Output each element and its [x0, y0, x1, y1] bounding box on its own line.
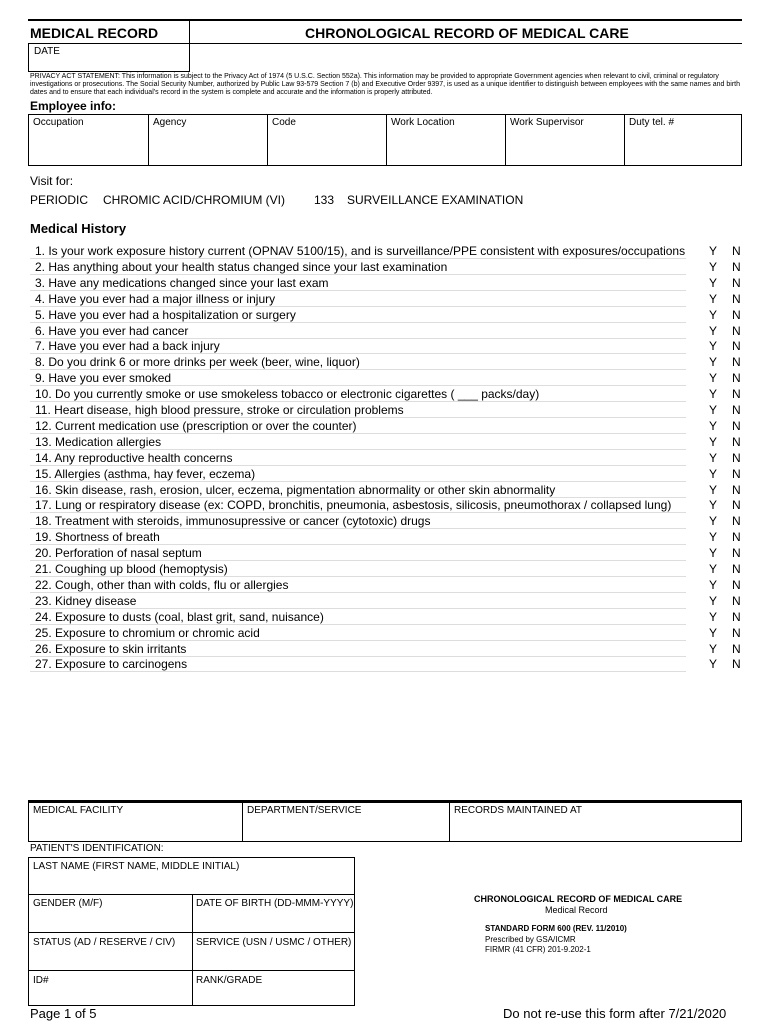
id-label: ID#	[33, 975, 49, 986]
yes-option[interactable]: Y	[709, 498, 718, 513]
question-underline	[30, 290, 686, 291]
question-underline	[30, 306, 686, 307]
yes-option[interactable]: Y	[709, 577, 718, 592]
question-underline	[30, 481, 686, 482]
question-text: 18. Treatment with steroids, immunosupressive or cancer (cytotoxic) drugs	[35, 514, 431, 529]
yes-option[interactable]: Y	[709, 291, 718, 306]
no-option[interactable]: N	[732, 482, 741, 497]
yes-option[interactable]: Y	[709, 323, 718, 338]
question-underline	[30, 624, 686, 625]
visit-label: Visit for:	[30, 174, 74, 188]
question-text: 3. Have any medications changed since your last exam	[35, 275, 329, 290]
question-underline	[30, 322, 686, 323]
no-option[interactable]: N	[732, 387, 741, 402]
visit-code: 133	[314, 193, 335, 207]
question-underline	[30, 353, 686, 354]
no-option[interactable]: N	[732, 498, 741, 513]
question-underline	[30, 656, 686, 657]
question-text: 10. Do you currently smoke or use smokeless tobacco or electronic cigarettes ( ___ packs/day)	[35, 387, 540, 402]
visit-type: PERIODIC	[30, 193, 89, 207]
form-info-title: CHRONOLOGICAL RECORD OF MEDICAL CARE	[474, 894, 683, 904]
no-option[interactable]: N	[732, 434, 741, 449]
code-label: Code	[272, 117, 296, 128]
agency-label: Agency	[153, 117, 187, 128]
question-text: 27. Exposure to carcinogens	[35, 657, 188, 672]
yes-option[interactable]: Y	[709, 609, 718, 624]
date-box[interactable]	[28, 43, 190, 72]
gender-label: GENDER (M/F)	[33, 898, 103, 909]
work-supervisor-cell[interactable]	[506, 115, 625, 165]
question-underline	[30, 512, 686, 513]
agency-cell[interactable]	[149, 115, 268, 165]
question-text: 22. Cough, other than with colds, flu or allergies	[35, 577, 289, 592]
yes-option[interactable]: Y	[709, 625, 718, 640]
no-option[interactable]: N	[732, 609, 741, 624]
rank-cell[interactable]	[193, 971, 354, 1005]
question-underline	[30, 258, 686, 259]
question-text: 20. Perforation of nasal septum	[35, 546, 202, 561]
question-text: 7. Have you ever had a back injury	[35, 339, 220, 354]
yes-option[interactable]: Y	[709, 307, 718, 322]
no-option[interactable]: N	[732, 657, 741, 672]
question-text: 26. Exposure to skin irritants	[35, 641, 187, 656]
no-option[interactable]: N	[732, 323, 741, 338]
duty-tel-cell[interactable]	[625, 115, 741, 165]
no-option[interactable]: N	[732, 450, 741, 465]
yes-option[interactable]: Y	[709, 244, 718, 258]
question-text: 13. Medication allergies	[35, 434, 162, 449]
question-underline	[30, 401, 686, 402]
no-option[interactable]: N	[732, 355, 741, 370]
no-option[interactable]: N	[732, 514, 741, 529]
records-cell[interactable]	[450, 803, 741, 841]
question-text: 2. Has anything about your health status changed since your last examination	[35, 259, 448, 274]
question-text: 9. Have you ever smoked	[35, 371, 172, 386]
question-underline	[30, 369, 686, 370]
no-option[interactable]: N	[732, 641, 741, 656]
no-option[interactable]: N	[732, 562, 741, 576]
question-text: 25. Exposure to chromium or chromic acid	[35, 625, 260, 640]
work-location-label: Work Location	[391, 117, 455, 128]
medical-facility-cell[interactable]	[29, 803, 243, 841]
yes-option[interactable]: Y	[709, 466, 718, 481]
question-underline	[30, 560, 686, 561]
question-underline	[30, 417, 686, 418]
question-underline	[30, 274, 686, 275]
yes-option[interactable]: Y	[709, 562, 718, 576]
no-option[interactable]: N	[732, 546, 741, 561]
question-underline	[30, 544, 686, 545]
question-underline	[30, 608, 686, 609]
question-text: 8. Do you drink 6 or more drinks per week (beer, wine, liquor)	[35, 355, 360, 370]
question-text: 19. Shortness of breath	[35, 530, 160, 545]
no-option[interactable]: N	[732, 371, 741, 386]
question-text: 23. Kidney disease	[35, 593, 137, 608]
department-label: DEPARTMENT/SERVICE	[247, 805, 362, 816]
gender-cell[interactable]	[29, 894, 193, 933]
no-option[interactable]: N	[732, 339, 741, 354]
question-underline	[30, 338, 686, 339]
no-option[interactable]: N	[732, 259, 741, 274]
no-option[interactable]: N	[732, 593, 741, 608]
page-number: Page 1 of 5	[30, 1006, 97, 1021]
yes-option[interactable]: Y	[709, 403, 718, 417]
question-text: 15. Allergies (asthma, hay fever, eczema)	[35, 466, 256, 481]
header-underline	[189, 43, 742, 44]
duty-tel-label: Duty tel. #	[629, 117, 675, 128]
medical-facility-label: MEDICAL FACILITY	[33, 805, 124, 816]
question-text: 6. Have you ever had cancer	[35, 323, 189, 338]
no-option[interactable]: N	[732, 291, 741, 306]
yes-option[interactable]: Y	[709, 371, 718, 386]
question-underline	[30, 576, 686, 577]
rank-label: RANK/GRADE	[196, 975, 263, 986]
form-info-prescribed: Prescribed by GSA/ICMR	[485, 935, 576, 944]
yes-option[interactable]: Y	[709, 641, 718, 656]
service-label: SERVICE (USN / USMC / OTHER)	[196, 937, 352, 948]
question-underline	[30, 671, 686, 672]
yes-option[interactable]: Y	[709, 530, 718, 545]
question-text: 24. Exposure to dusts (coal, blast grit, sand, nuisance)	[35, 609, 324, 624]
yes-option[interactable]: Y	[709, 275, 718, 290]
question-text: 1. Is your work exposure history current (OPNAV 5100/15), and is surveillance/PPE consistent with exposures/occupations	[35, 244, 686, 258]
dob-label: DATE OF BIRTH (DD-MMM-YYYY)	[196, 898, 354, 909]
status-label: STATUS (AD / RESERVE / CIV)	[33, 937, 176, 948]
yes-option[interactable]: Y	[709, 418, 718, 433]
date-label: DATE	[34, 46, 60, 57]
id-cell[interactable]	[29, 971, 193, 1005]
question-text: 4. Have you ever had a major illness or injury	[35, 291, 276, 306]
no-option[interactable]: N	[732, 530, 741, 545]
question-text: 21. Coughing up blood (hemoptysis)	[35, 562, 228, 576]
question-text: 11. Heart disease, high blood pressure, stroke or circulation problems	[35, 403, 404, 417]
employee-info-table	[28, 114, 742, 166]
form-info-firmr: FIRMR (41 CFR) 201-9.202-1	[485, 945, 591, 954]
form-info-standard: STANDARD FORM 600 (REV. 11/2010)	[485, 924, 627, 933]
visit-program: CHROMIC ACID/CHROMIUM (VI)	[103, 193, 285, 207]
yes-option[interactable]: Y	[709, 593, 718, 608]
occupation-label: Occupation	[33, 117, 84, 128]
records-label: RECORDS MAINTAINED AT	[454, 805, 582, 816]
question-text: 14. Any reproductive health concerns	[35, 450, 233, 465]
yes-option[interactable]: Y	[709, 434, 718, 449]
question-text: 17. Lung or respiratory disease (ex: COPD, bronchitis, pneumonia, asbestosis, silicosis, pneumothorax / collapsed lung)	[35, 498, 672, 513]
question-underline	[30, 385, 686, 386]
yes-option[interactable]: Y	[709, 450, 718, 465]
no-option[interactable]: N	[732, 403, 741, 417]
no-option[interactable]: N	[732, 466, 741, 481]
privacy-act-statement: PRIVACY ACT STATEMENT: This information is subject to the Privacy Act of 1974 (5 U.S.C. Section 552a). This information may be provided to appropriate Government agencies when relevant to civil, criminal or regulatory investigations or prosecutions. The Social Security Number, authorized by Public Law 93-579 Section 7 (b) and Executive Order 9397, is used as a unique identifier to distinguish between employees with the same names and birth dates and to ensure that each individual's record in the system is complete and accurate and the information is properly attributed.	[30, 73, 740, 96]
facility-row	[28, 802, 742, 842]
work-supervisor-label: Work Supervisor	[510, 117, 584, 128]
yes-option[interactable]: Y	[709, 546, 718, 561]
question-underline	[30, 449, 686, 450]
question-underline	[30, 433, 686, 434]
no-option[interactable]: N	[732, 577, 741, 592]
question-underline	[30, 465, 686, 466]
question-underline	[30, 497, 686, 498]
no-option[interactable]: N	[732, 275, 741, 290]
no-option[interactable]: N	[732, 418, 741, 433]
no-option[interactable]: N	[732, 244, 741, 258]
dob-cell[interactable]	[193, 894, 354, 933]
yes-option[interactable]: Y	[709, 514, 718, 529]
last-name-cell[interactable]	[29, 858, 354, 895]
status-cell[interactable]	[29, 933, 193, 971]
yes-option[interactable]: Y	[709, 355, 718, 370]
last-name-label: LAST NAME (FIRST NAME, MIDDLE INITIAL)	[33, 861, 240, 872]
service-cell[interactable]	[193, 933, 354, 971]
question-underline	[30, 592, 686, 593]
form-title: CHRONOLOGICAL RECORD OF MEDICAL CARE	[305, 25, 629, 41]
employee-info-heading: Employee info:	[30, 99, 117, 113]
work-location-cell[interactable]	[387, 115, 506, 165]
visit-exam: SURVEILLANCE EXAMINATION	[347, 193, 524, 207]
patient-identification-label: PATIENT'S IDENTIFICATION:	[30, 843, 164, 854]
no-option[interactable]: N	[732, 625, 741, 640]
top-rule	[28, 19, 742, 21]
question-text: 12. Current medication use (prescription or over the counter)	[35, 418, 357, 433]
patient-id-table	[28, 857, 355, 1006]
question-text: 5. Have you ever had a hospitalization or surgery	[35, 307, 296, 322]
reuse-notice: Do not re-use this form after 7/21/2020	[503, 1006, 727, 1021]
question-underline	[30, 528, 686, 529]
department-cell[interactable]	[243, 803, 450, 841]
code-cell[interactable]	[268, 115, 387, 165]
occupation-cell[interactable]	[29, 115, 149, 165]
yes-option[interactable]: Y	[709, 387, 718, 402]
yes-option[interactable]: Y	[709, 339, 718, 354]
yes-option[interactable]: Y	[709, 482, 718, 497]
yes-option[interactable]: Y	[709, 259, 718, 274]
form-info-subtitle: Medical Record	[545, 905, 608, 915]
question-underline	[30, 640, 686, 641]
no-option[interactable]: N	[732, 307, 741, 322]
medical-record-title: MEDICAL RECORD	[30, 25, 159, 41]
question-text: 16. Skin disease, rash, erosion, ulcer, eczema, pigmentation abnormality or other skin abnormality	[35, 482, 556, 497]
yes-option[interactable]: Y	[709, 657, 718, 672]
medical-history-heading: Medical History	[30, 221, 127, 236]
